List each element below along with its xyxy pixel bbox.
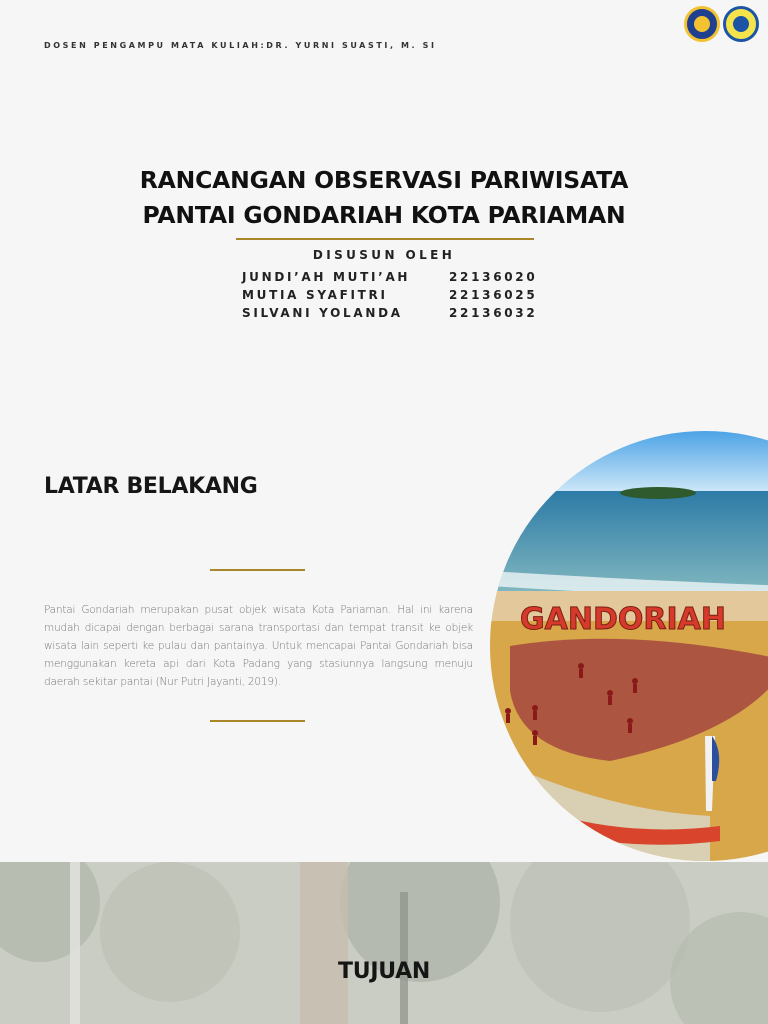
author-name: JUNDI’AH MUTI’AH [242, 270, 411, 284]
author-nim: 22136025 [449, 288, 538, 302]
beach-photo-illustration [490, 431, 768, 861]
lecturer-line: DOSEN PENGAMPU MATA KULIAH:DR. YURNI SUASTI, M. SI [44, 41, 437, 50]
background-paragraph: Pantai Gondariah merupakan pusat objek wisata Kota Pariaman. Hal ini karena mudah dicapai dengan berbagai sarana transportasi dan tempat transit ke objek wisata lain seperti ke pulau dan pantainya. Untuk mencapai Pantai Gondariah bisa menggunakan kereta api dari Kota Padang yang stasiunnya langsung menuju daerah sekitar pantai (Nur Putri Jayanti, 2019). [44, 604, 473, 688]
title-line-1: RANCANGAN OBSERVASI PARIWISATA [139, 166, 629, 194]
trees-background [0, 862, 768, 1024]
authors-heading: DISUSUN OLEH [312, 248, 456, 262]
section-divider-top [210, 569, 305, 571]
faculty-logo-icon [723, 6, 759, 42]
title-line-2: PANTAI GONDARIAH KOTA PARIAMAN [142, 201, 626, 229]
author-name: SILVANI YOLANDA [242, 306, 403, 320]
beach-photo [490, 431, 768, 861]
author-nim: 22136020 [449, 270, 538, 284]
section-heading-goal: TUJUAN [338, 959, 430, 984]
tree-photo-band [0, 862, 768, 1024]
author-nim: 22136032 [449, 306, 538, 320]
author-name: MUTIA SYAFITRI [242, 288, 388, 302]
university-logo-icon [684, 6, 720, 42]
title-divider [236, 238, 534, 240]
section-divider-bottom [210, 720, 305, 722]
gandoriah-sign: GANDORIAH [520, 602, 726, 637]
section-heading-background: LATAR BELAKANG [44, 474, 258, 499]
